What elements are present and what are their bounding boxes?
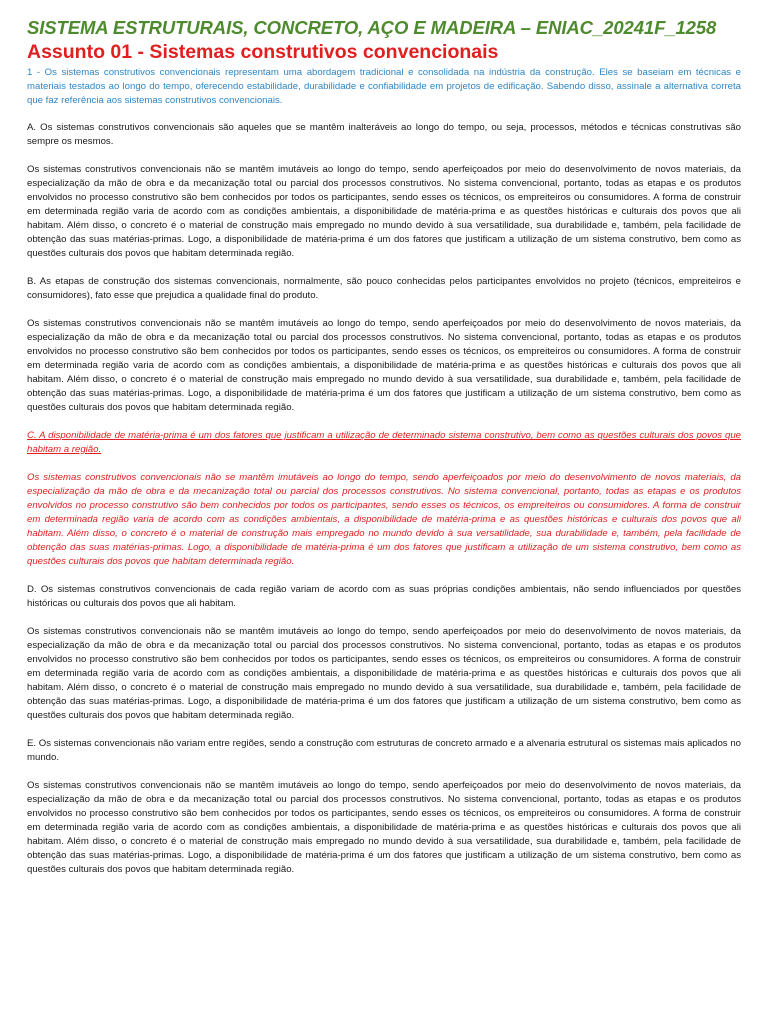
alternative-a: [27, 121, 741, 261]
alternative-c-text: C. A disponibilidade de matéria-prima é um dos fatores que justificam a utilização de determinado sistema construtivo, bem como as questões culturais dos povos que habitam a região.: [27, 430, 741, 455]
alternative-c-correct: [27, 429, 741, 569]
alternative-d-text: D. Os sistemas construtivos convencionais de cada região variam de acordo com as suas próprias condições ambientais, não sendo influenciados por questões históricas ou culturais dos povos que ali habitam.: [27, 584, 741, 609]
alternative-c-explanation: Os sistemas construtivos convencionais não se mantêm imutáveis ao longo do tempo, sendo aperfeiçoados por meio do desenvolvimento de novos materiais, da especialização da mão de obra e da mecanização total ou parcial dos processos construtivos. No sistema convencional, portanto, todas as etapas e os produtos envolvidos no processo construtivo são bem conhecidos por todos os participantes, sendo esses os técnicos, os empreiteiros ou consumidores. A forma de construir em determinada região varia de acordo com as condições ambientais, a disponibilidade de matéria-prima e as questões históricas e culturais dos povos que ali habitam. Além disso, o concreto é o material de construção mais empregado no mundo devido à sua versatilidade, sua durabilidade e, também, pela facilidade de obtenção das suas matérias-primas. Logo, a disponibilidade de matéria-prima é um dos fatores que justificam a utilização de um sistema construtivo, bem como as questões culturais dos povos que habitam determinada região.: [27, 472, 741, 567]
alternative-b: [27, 275, 741, 415]
alternative-b-explanation: Os sistemas construtivos convencionais não se mantêm imutáveis ao longo do tempo, sendo aperfeiçoados por meio do desenvolvimento de novos materiais, da especialização da mão de obra e da mecanização total ou parcial dos processos construtivos. No sistema convencional, portanto, todas as etapas e os produtos envolvidos no processo construtivo são bem conhecidos por todos os participantes, sendo esses os técnicos, os empreiteiros ou consumidores. A forma de construir em determinada região varia de acordo com as condições ambientais, a disponibilidade de matéria-prima e as questões históricas e culturais dos povos que ali habitam. Além disso, o concreto é o material de construção mais empregado no mundo devido à sua versatilidade, sua durabilidade e, também, pela facilidade de obtenção das suas matérias-primas. Logo, a disponibilidade de matéria-prima é um dos fatores que justificam a utilização de um sistema construtivo, bem como as questões culturais dos povos que habitam determinada região.: [27, 318, 741, 413]
alternative-c-text-wrapper: [27, 429, 741, 457]
alternative-d-explanation: Os sistemas construtivos convencionais não se mantêm imutáveis ao longo do tempo, sendo aperfeiçoados por meio do desenvolvimento de novos materiais, da especialização da mão de obra e da mecanização total ou parcial dos processos construtivos. No sistema convencional, portanto, todas as etapas e os produtos envolvidos no processo construtivo são bem conhecidos por todos os participantes, sendo esses os técnicos, os empreiteiros ou consumidores. A forma de construir em determinada região varia de acordo com as condições ambientais, a disponibilidade de matéria-prima e as questões históricas e culturais dos povos que ali habitam. Além disso, o concreto é o material de construção mais empregado no mundo devido à sua versatilidade, sua durabilidade e, também, pela facilidade de obtenção das suas matérias-primas. Logo, a disponibilidade de matéria-prima é um dos fatores que justificam a utilização de um sistema construtivo, bem como as questões culturais dos povos que habitam determinada região.: [27, 626, 741, 721]
alternative-b-text: B. As etapas de construção dos sistemas convencionais, normalmente, são pouco conhecidas pelos participantes envolvidos no projeto (técnicos, empreiteiros e consumidores), fato esse que prejudica a qualidade final do produto.: [27, 276, 741, 301]
subject-heading: Assunto 01 - Sistemas construtivos convencionais: [27, 41, 499, 63]
alternative-e: [27, 737, 741, 877]
question-text: 1 - Os sistemas construtivos convencionais representam uma abordagem tradicional e consolidada na indústria da construção. Eles se baseiam em técnicas e materiais testados ao longo do tempo, oferecendo estabilidade, durabilidade e confiabilidade em projetos de edificação. Sabendo disso, assinale a alternativa correta que faz referência aos sistemas construtivos convencionais.: [27, 67, 741, 106]
alternative-a-explanation: Os sistemas construtivos convencionais não se mantêm imutáveis ao longo do tempo, sendo aperfeiçoados por meio do desenvolvimento de novos materiais, da especialização da mão de obra e da mecanização total ou parcial dos processos construtivos. No sistema convencional, portanto, todas as etapas e os produtos envolvidos no processo construtivo são bem conhecidos por todos os participantes, sendo esses os técnicos, os empreiteiros ou consumidores. A forma de construir em determinada região varia de acordo com as condições ambientais, a disponibilidade de matéria-prima e as questões históricas e culturais dos povos que ali habitam. Além disso, o concreto é o material de construção mais empregado no mundo devido à sua versatilidade, sua durabilidade e, também, pela facilidade de obtenção das suas matérias-primas. Logo, a disponibilidade de matéria-prima é um dos fatores que justificam a utilização de um sistema construtivo, bem como as questões culturais dos povos que habitam determinada região.: [27, 164, 741, 259]
alternative-a-text: A. Os sistemas construtivos convencionais são aqueles que se mantêm inalteráveis ao longo do tempo, ou seja, processos, métodos e técnicas construtivas são sempre os mesmos.: [27, 122, 741, 147]
alternative-e-text: E. Os sistemas convencionais não variam entre regiões, sendo a construção com estruturas de concreto armado e a alvenaria estrutural os sistemas mais aplicados no mundo.: [27, 738, 741, 763]
document-title: SISTEMA ESTRUTURAIS, CONCRETO, AÇO E MADEIRA – ENIAC_20241F_1258: [27, 17, 717, 38]
alternative-e-explanation: Os sistemas construtivos convencionais não se mantêm imutáveis ao longo do tempo, sendo aperfeiçoados por meio do desenvolvimento de novos materiais, da especialização da mão de obra e da mecanização total ou parcial dos processos construtivos. No sistema convencional, portanto, todas as etapas e os produtos envolvidos no processo construtivo são bem conhecidos por todos os participantes, sendo esses os técnicos, os empreiteiros ou consumidores. A forma de construir em determinada região varia de acordo com as condições ambientais, a disponibilidade de matéria-prima e as questões históricas e culturais dos povos que ali habitam. Além disso, o concreto é o material de construção mais empregado no mundo devido à sua versatilidade, sua durabilidade e, também, pela facilidade de obtenção das suas matérias-primas. Logo, a disponibilidade de matéria-prima é um dos fatores que justificam a utilização de um sistema construtivo, bem como as questões culturais dos povos que habitam determinada região.: [27, 780, 741, 875]
alternative-d: [27, 583, 741, 723]
document-page: [27, 16, 741, 891]
